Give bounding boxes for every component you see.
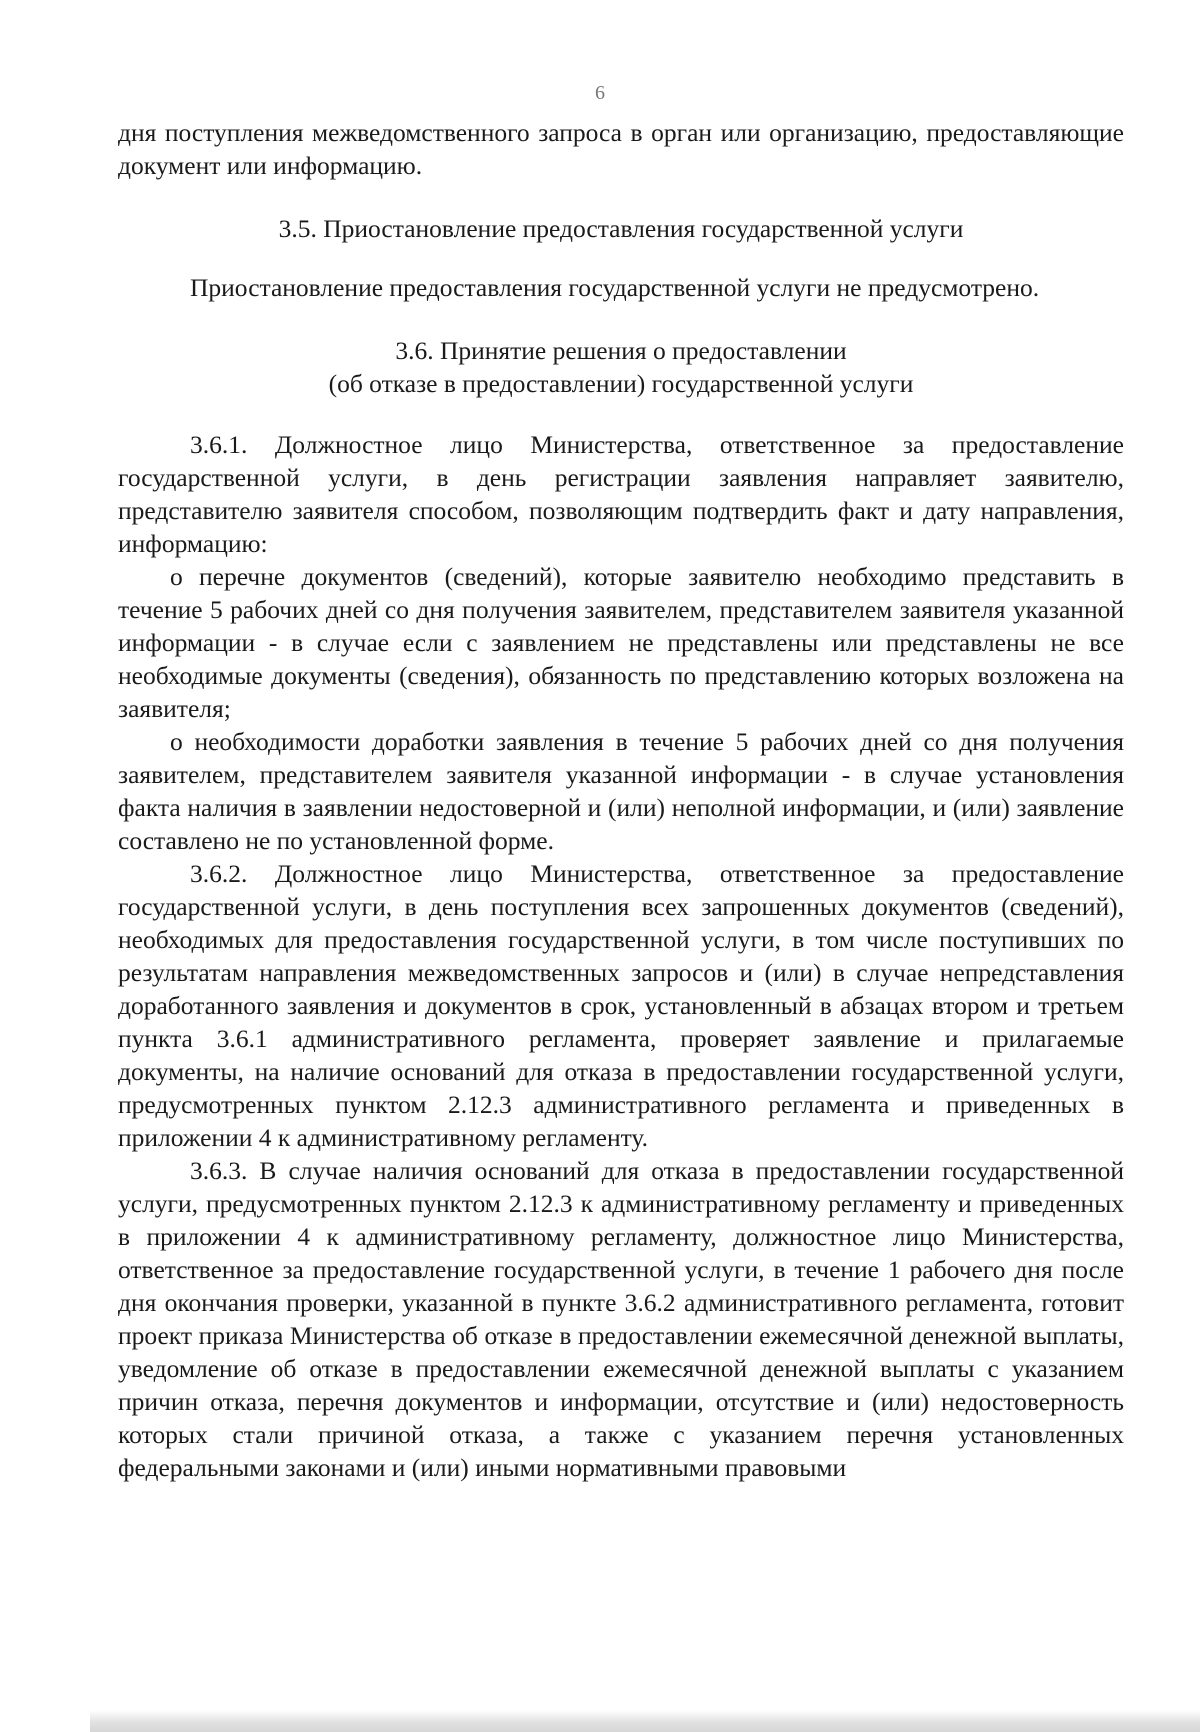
paragraph-3-6-1: 3.6.1. Должностное лицо Министерства, ответственное за предоставление государственной услуги, в день регистрации заявления направляет заявителю, представителю заявителя способом, позволяющим подтвердить факт и дату направления, информацию:: [118, 430, 1124, 558]
section-3-6-heading-line1: 3.6. Принятие решения о предоставлении: [395, 336, 847, 365]
section-3-6-heading-line2: (об отказе в предоставлении) государственной услуги: [328, 369, 914, 398]
paragraph-3-6-2: 3.6.2. Должностное лицо Министерства, ответственное за предоставление государственной услуги, в день поступления всех запрошенных документов (сведений), необходимых для предоставления государственной услуги, в том числе поступивших по результатам направления межведомственных запросов и (или) в случае непредставления доработанного заявления и документов в срок, установленный в абзацах втором и третьем пункта 3.6.1 административного регламента, проверяет заявление и прилагаемые документы, на наличие оснований для отказа в предоставлении государственной услуги, предусмотренных пунктом 2.12.3 административного регламента и приведенных в приложении 4 к административному регламенту.: [118, 859, 1124, 1152]
continuation-paragraph: дня поступления межведомственного запроса в орган или организацию, предоставляющие документ или информацию.: [118, 118, 1124, 180]
page-number: 6: [595, 82, 605, 104]
scan-edge-artifact: [90, 1710, 1200, 1732]
section-3-6-heading: [118, 334, 1124, 400]
section-3-5-text: Приостановление предоставления государственной услуги не предусмотрено.: [190, 273, 1040, 302]
paragraph-3-6-3: 3.6.3. В случае наличия оснований для отказа в предоставлении государственной услуги, предусмотренных пунктом 2.12.3 к административному регламенту и приведенных в приложении 4 к административному регламенту, должностное лицо Министерства, ответственное за предоставление государственной услуги, в течение 1 рабочего дня после дня окончания проверки, указанной в пункте 3.6.2 административного регламента, готовит проект приказа Министерства об отказе в предоставлении ежемесячной денежной выплаты, уведомление об отказе в предоставлении ежемесячной денежной выплаты с указанием причин отказа, перечня документов и информации, отсутствие и (или) недостоверность которых стали причиной отказа, а также с указанием перечня установленных федеральными законами и (или) иными нормативными правовыми: [118, 1156, 1124, 1482]
bullet-documents-list: о перечне документов (сведений), которые заявителю необходимо представить в течение 5 рабочих дней со дня получения заявителем, представителем заявителя указанной информации - в случае если с заявлением не представлены или представлены не все необходимые документы (сведения), обязанность по представлению которых возложена на заявителя;: [118, 562, 1124, 723]
document-page: [118, 70, 1124, 1484]
bullet-revision-needed: о необходимости доработки заявления в течение 5 рабочих дней со дня получения заявителем, представителем заявителя указанной информации - в случае установления факта наличия в заявлении недостоверной и (или) неполной информации, и (или) заявление составлено не по установленной форме.: [118, 727, 1124, 855]
section-3-5-heading: 3.5. Приостановление предоставления государственной услуги: [278, 214, 964, 243]
